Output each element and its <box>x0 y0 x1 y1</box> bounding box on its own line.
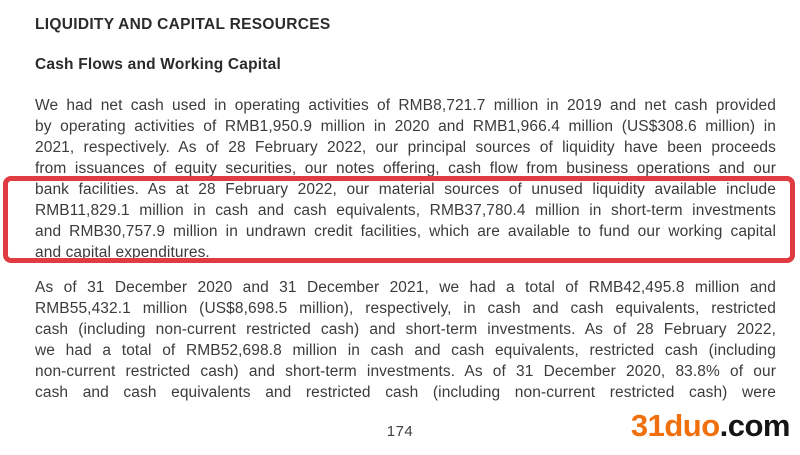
text-line: cash and cash equivalents and restricted cash (including non-current restricted cash) were <box>35 384 776 401</box>
text-line: As of 31 December 2020 and 31 December 2021, we had a total of RMB42,495.8 million and <box>35 279 776 296</box>
paragraph-1 <box>35 95 776 263</box>
text-line-highlighted: bank facilities. As at 28 February 2022, our material sources of unused liquidity available include <box>35 181 776 198</box>
watermark-brand: 31duo <box>630 408 720 443</box>
page-number: 174 <box>386 423 414 440</box>
text-line: by operating activities of RMB1,950.9 million in 2020 and RMB1,966.4 million (US$308.6 million) in <box>35 118 776 135</box>
text-line: cash (including non-current restricted cash) and short-term investments. As of 28 February 2022, <box>35 321 776 338</box>
text-line: We had net cash used in operating activities of RMB8,721.7 million in 2019 and net cash provided <box>35 97 776 114</box>
text-line: non-current restricted cash) and short-term investments. As of 31 December 2020, 83.8% of our <box>35 363 776 380</box>
paragraph-2 <box>35 277 776 403</box>
watermark-suffix: .com <box>719 408 790 443</box>
text-line: we had a total of RMB52,698.8 million in cash and cash equivalents, restricted cash (including <box>35 342 776 359</box>
text-line: from issuances of equity securities, our notes offering, cash flow from business operations and our <box>35 160 776 177</box>
text-line: 2021, respectively. As of 28 February 2022, our principal sources of liquidity have been proceeds <box>35 139 776 156</box>
text-line: RMB55,432.1 million (US$8,698.5 million), respectively, in cash and cash equivalents, restricted <box>35 300 776 317</box>
text-line-highlighted: RMB11,829.1 million in cash and cash equivalents, RMB37,780.4 million in short-term investments <box>35 202 776 219</box>
text-line-highlighted: and RMB30,757.9 million in undrawn credit facilities, which are available to fund our working capital <box>35 223 776 240</box>
section-heading: LIQUIDITY AND CAPITAL RESOURCES <box>35 16 331 33</box>
watermark <box>631 408 790 444</box>
subsection-heading: Cash Flows and Working Capital <box>35 56 281 73</box>
text-line-highlighted: and capital expenditures. <box>35 244 210 261</box>
